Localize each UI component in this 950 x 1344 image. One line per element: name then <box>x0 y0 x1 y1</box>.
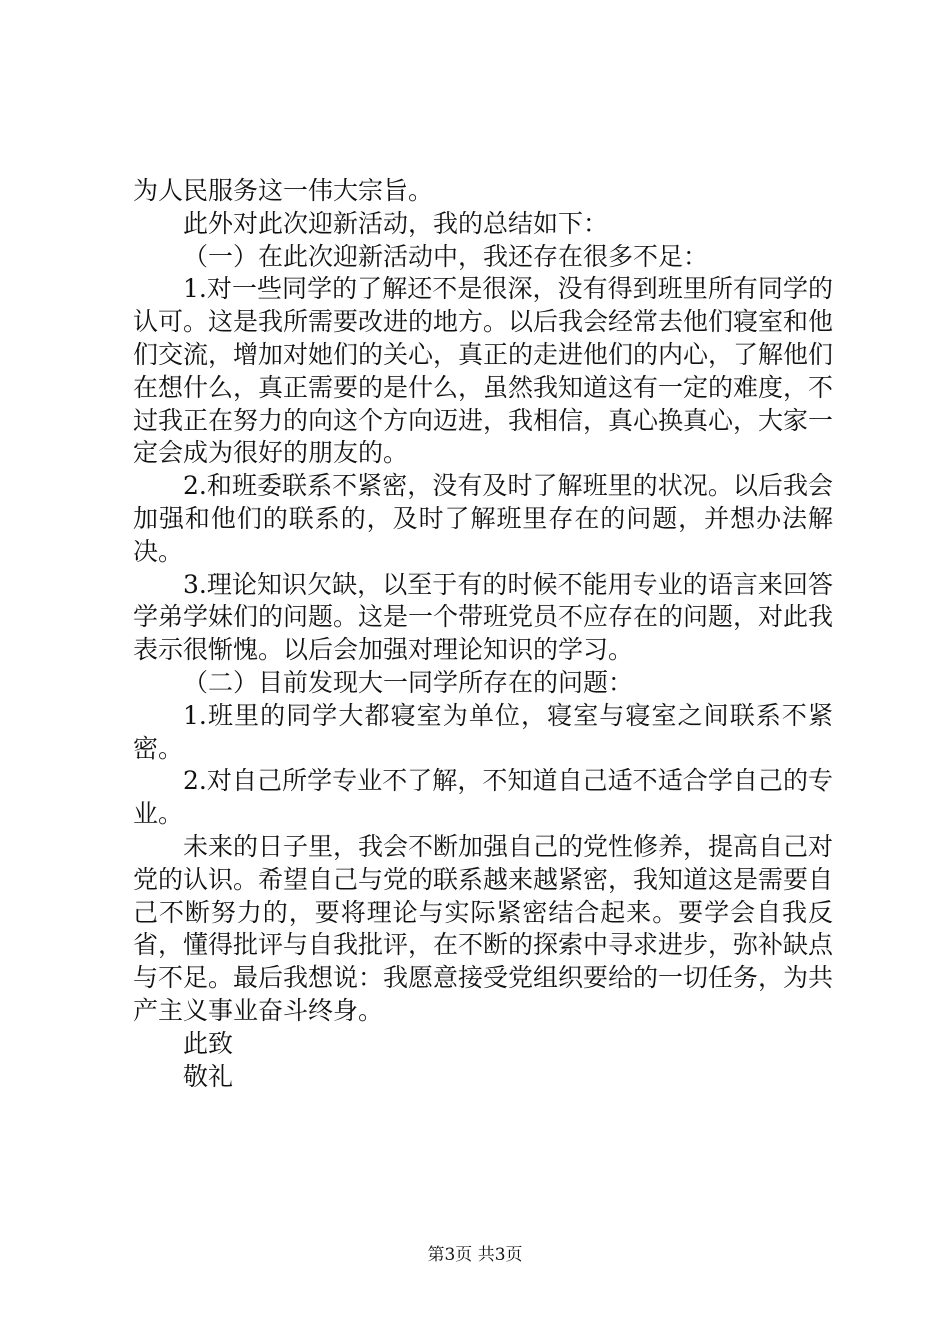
paragraph-intro: 此外对此次迎新活动，我的总结如下： <box>183 208 609 238</box>
paragraph-continuation: 为人民服务这一伟大宗旨。 <box>133 176 434 205</box>
document-body <box>133 175 833 1093</box>
paragraph-problem-2: 2.对自己所学专业不了解，不知道自己适不适合学自己的专业。 <box>133 766 833 829</box>
page-number-footer: 第3页 共3页 <box>427 1245 523 1265</box>
paragraph-problem-1: 1.班里的同学大都寝室为单位，寝室与寝室之间联系不紧密。 <box>133 700 833 763</box>
paragraph-point-3: 3.理论知识欠缺，以至于有的时候不能用专业的语言来回答学弟学妹们的问题。这是一个带班党员不应存在的问题，对此我表示很惭愧。以后会加强对理论知识的学习。 <box>133 569 834 665</box>
section-heading-shortcomings: （一）在此次迎新活动中，我还存在很多不足： <box>183 241 709 271</box>
paragraph-conclusion: 未来的日子里，我会不断加强自己的党性修养，提高自己对党的认识。希望自己与党的联系越来越紧密，我知道这是需要自己不断努力的，要将理论与实际紧密结合起来。要学会自我反省，懂得批评与自我批评，在不断的探索中寻求进步，弥补缺点与不足。最后我想说：我愿意接受党组织要给的一切任务，为共产主义事业奋斗终身。 <box>133 831 834 1025</box>
paragraph-point-1: 1.对一些同学的了解还不是很深，没有得到班里所有同学的认可。这是我所需要改进的地方。以后我会经常去他们寝室和他们交流，增加对她们的关心，真正的走进他们的内心，了解他们在想什么，真正需要的是什么，虽然我知道这有一定的难度，不过我正在努力的向这个方向迈进，我相信，真心换真心，大家一定会成为很好的朋友的。 <box>133 274 834 468</box>
closing-regards: 敬礼 <box>183 1061 234 1091</box>
closing-salutation: 此致 <box>183 1028 234 1058</box>
section-heading-problems: （二）目前发现大一同学所存在的问题： <box>183 667 634 697</box>
paragraph-point-2: 2.和班委联系不紧密，没有及时了解班里的状况。以后我会加强和他们的联系的，及时了解班里存在的问题，并想办法解决。 <box>133 471 833 566</box>
